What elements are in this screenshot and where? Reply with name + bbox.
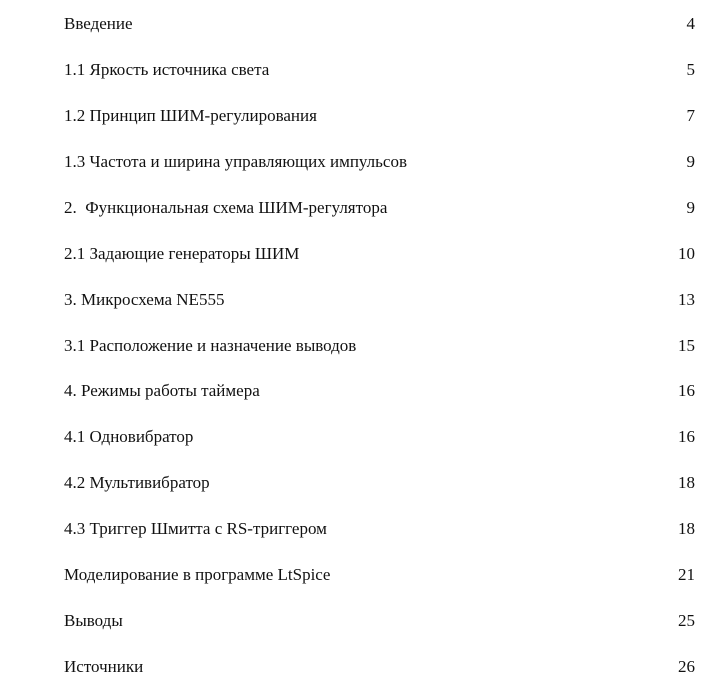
toc-entry [64, 425, 695, 449]
toc-entry-page: 25 [678, 611, 695, 630]
toc-entry-title: 3.1 Расположение и назначение выводов [64, 336, 357, 355]
toc-entry [64, 288, 695, 312]
toc-entry-title: Выводы [64, 611, 123, 630]
toc-entry [64, 655, 695, 679]
toc-entry [64, 58, 695, 82]
toc-entry-title: 2. Функциональная схема ШИМ-регулятора [64, 198, 388, 217]
toc-entry-title: 1.1 Яркость источника света [64, 60, 270, 79]
toc-entry-title: 1.3 Частота и ширина управляющих импульсов [64, 152, 407, 171]
toc-entry-title: 4.1 Одновибратор [64, 427, 194, 446]
toc-entry [64, 196, 695, 220]
toc-entry-page: 5 [686, 60, 695, 79]
toc-entry-page: 4 [686, 14, 695, 33]
toc-entry [64, 150, 695, 174]
toc-entry-title: Источники [64, 657, 144, 676]
toc-entry-page: 7 [686, 106, 695, 125]
toc-entry [64, 609, 695, 633]
toc-entry-page: 18 [678, 519, 695, 538]
toc-entry [64, 12, 695, 36]
toc-entry [64, 379, 695, 403]
toc-entry-title: 1.2 Принцип ШИМ-регулирования [64, 106, 317, 125]
toc-entry-title: Моделирование в программе LtSpice [64, 565, 331, 584]
toc-entry-page: 16 [678, 381, 695, 400]
toc-entry [64, 242, 695, 266]
toc-entry-page: 26 [678, 657, 695, 676]
toc-entry-title: 4.3 Триггер Шмитта с RS-триггером [64, 519, 327, 538]
toc-entry-title: 4. Режимы работы таймера [64, 381, 260, 400]
toc-entry-page: 9 [686, 198, 695, 217]
toc-entry-page: 21 [678, 565, 695, 584]
toc-entry [64, 471, 695, 495]
toc-entry-page: 16 [678, 427, 695, 446]
toc-entry-title: 3. Микросхема NE555 [64, 290, 225, 309]
toc-entry-title: 2.1 Задающие генераторы ШИМ [64, 244, 300, 263]
toc-entry-title: Введение [64, 14, 133, 33]
toc-entry [64, 517, 695, 541]
toc-entry-page: 15 [678, 336, 695, 355]
toc-entry [64, 563, 695, 587]
toc-entry [64, 334, 695, 358]
toc-entry-page: 10 [678, 244, 695, 263]
toc-entry [64, 104, 695, 128]
toc-entry-page: 9 [686, 152, 695, 171]
toc-entry-title: 4.2 Мультивибратор [64, 473, 210, 492]
toc-entry-page: 13 [678, 290, 695, 309]
toc-entry-page: 18 [678, 473, 695, 492]
